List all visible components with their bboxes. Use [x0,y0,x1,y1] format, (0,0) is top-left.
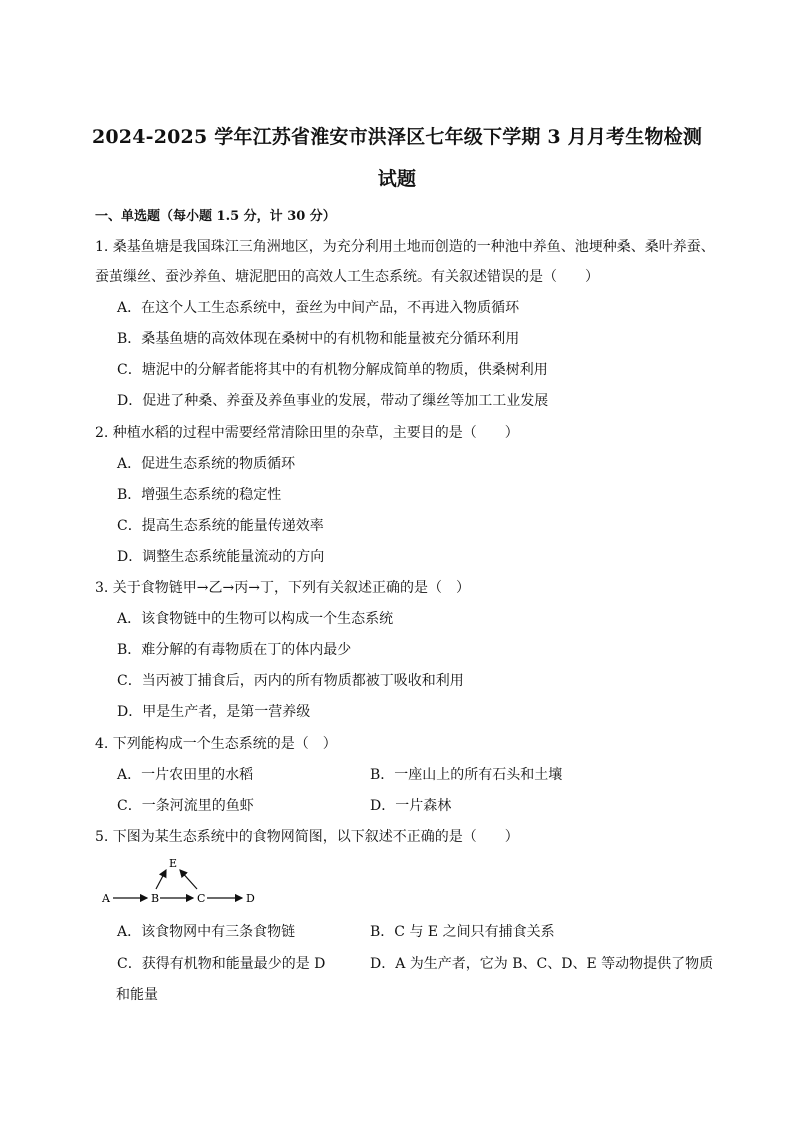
q4-option-b: B．一座山上的所有石头和土壤 [370,767,563,783]
question-1-stem: 1. 桑基鱼塘是我国珠江三角洲地区，为充分利用土地而创造的一种池中养鱼、池埂种桑、桑叶养蚕、 [95,239,715,255]
node-c: C [197,892,206,905]
node-a: A [102,892,110,905]
q2-option-d: D．调整生态系统能量流动的方向 [117,549,325,565]
node-b: B [151,892,160,905]
document-title-line1: 2024-2025 学年江苏省淮安市洪泽区七年级下学期 3 月月考生物检测 [91,126,703,148]
q4-option-a: A．一片农田里的水稻 [117,767,254,783]
q3-option-b: B．难分解的有毒物质在丁的体内最少 [117,642,352,658]
question-3-stem: 3. 关于食物链甲→乙→丙→丁，下列有关叙述正确的是（ ） [95,580,470,596]
question-5-stem: 5. 下图为某生态系统中的食物网简图，以下叙述不正确的是（ ） [95,829,519,845]
q2-option-b: B．增强生态系统的稳定性 [117,487,282,503]
q3-option-d: D．甲是生产者，是第一营养级 [117,704,311,720]
question-2-stem: 2. 种植水稻的过程中需要经常清除田里的杂草，主要目的是（ ） [95,425,519,441]
arrow-c-to-e [180,870,197,889]
q5-option-d-cont: 和能量 [116,987,158,1003]
q5-option-b: B．C 与 E 之间只有捕食关系 [370,924,555,940]
q2-option-a: A．促进生态系统的物质循环 [117,456,296,472]
food-web-diagram [100,855,270,911]
q4-option-c: C．一条河流里的鱼虾 [117,798,254,814]
q5-option-a: A．该食物网中有三条食物链 [117,924,296,940]
q1-option-c: C．塘泥中的分解者能将其中的有机物分解成简单的物质，供桑树利用 [117,362,548,378]
q5-option-c: C．获得有机物和能量最少的是 D [117,956,326,972]
q1-option-d: D．促进了种桑、养蚕及养鱼事业的发展，带动了缫丝等加工工业发展 [117,393,549,409]
q2-option-c: C．提高生态系统的能量传递效率 [117,518,324,534]
question-4-stem: 4. 下列能构成一个生态系统的是（ ） [95,736,337,752]
document-title-line2: 试题 [377,168,417,190]
q1-option-b: B．桑基鱼塘的高效体现在桑树中的有机物和能量被充分循环利用 [117,331,520,347]
question-1-stem-cont: 蚕茧缫丝、蚕沙养鱼、塘泥肥田的高效人工生态系统。有关叙述错误的是（ ） [95,269,599,285]
arrow-b-to-e [156,870,166,889]
q4-option-d: D．一片森林 [370,798,452,814]
section-heading: 一、单选题（每小题 1.5 分，计 30 分） [95,209,336,224]
q3-option-a: A．该食物链中的生物可以构成一个生态系统 [117,611,394,627]
q1-option-a: A．在这个人工生态系统中，蚕丝为中间产品，不再进入物质循环 [117,300,520,316]
node-d: D [246,892,255,905]
q5-option-d: D．A 为生产者，它为 B、C、D、E 等动物提供了物质 [370,956,714,972]
node-e: E [169,857,178,870]
q3-option-c: C．当丙被丁捕食后，丙内的所有物质都被丁吸收和利用 [117,673,464,689]
